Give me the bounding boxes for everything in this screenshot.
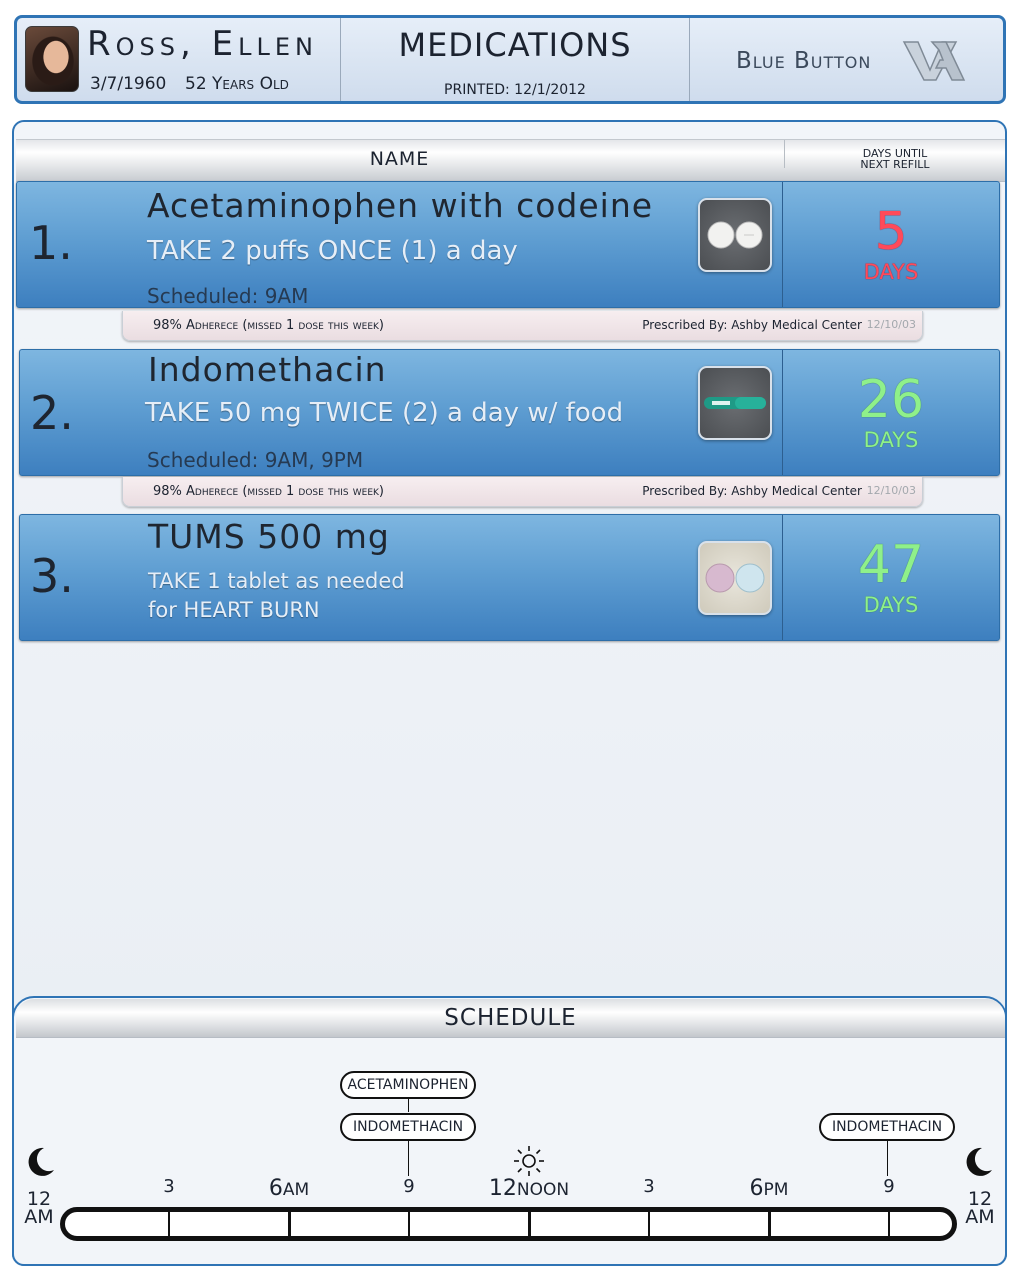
schedule-header: [16, 999, 1005, 1038]
schedule-tag-indomethacin-9pm[interactable]: INDOMETHACIN: [819, 1113, 955, 1141]
event-connector: [408, 1140, 409, 1176]
schedule-tag-acetaminophen-9am[interactable]: ACETAMINOPHEN: [340, 1071, 476, 1099]
medication-schedule: Scheduled: 9AM: [147, 284, 309, 308]
timeline-start-label: [20, 1190, 58, 1226]
chewable-tablet-icon: [700, 543, 770, 613]
tick-3am: [168, 1210, 170, 1238]
event-connector: [887, 1140, 888, 1176]
tick-9pm: [888, 1210, 890, 1238]
event-connector: [408, 1098, 409, 1112]
medication-name: TUMS 500 mg: [148, 517, 390, 556]
moon-icon: [962, 1146, 994, 1178]
refill-cell: [782, 350, 999, 475]
capsule-icon: [700, 368, 770, 438]
avatar: [25, 26, 79, 92]
end-label-suffix: AM: [965, 1206, 995, 1228]
medication-instructions-line2: for HEART BURN: [148, 598, 320, 622]
refill-cell: [782, 182, 999, 307]
pill-tablet-icon: [700, 200, 770, 270]
brand-section: [690, 18, 1003, 101]
patient-info: [17, 18, 341, 101]
sun-icon: [510, 1144, 548, 1178]
refill-unit: DAYS: [863, 593, 919, 617]
adherence-bar: [122, 477, 923, 507]
hour-label-9am: 9: [403, 1176, 415, 1197]
patient-age: 52 Years Old: [185, 74, 289, 94]
tick-9am: [408, 1210, 410, 1238]
table-header: [16, 139, 1005, 182]
refill-header-line1: DAYS UNTIL: [862, 147, 928, 160]
medication-row[interactable]: [16, 181, 1000, 308]
schedule-tag-indomethacin-9am[interactable]: INDOMETHACIN: [340, 1113, 476, 1141]
pill-image[interactable]: [698, 366, 772, 440]
adherence-bar: [122, 311, 923, 341]
hour-label-noon: 12NOON: [488, 1176, 570, 1201]
tick-noon: [528, 1210, 531, 1238]
end-label-hour: 12: [967, 1188, 993, 1210]
refill-days: 26: [857, 370, 925, 430]
medication-row[interactable]: [19, 514, 1000, 641]
medication-schedule: Scheduled: 9AM, 9PM: [147, 448, 364, 472]
hour-label-6pm: 6PM: [749, 1176, 789, 1201]
tick-6pm: [768, 1210, 771, 1238]
hour-label-9pm: 9: [883, 1176, 895, 1197]
tick-3pm: [648, 1210, 650, 1238]
schedule-title: SCHEDULE: [444, 1005, 577, 1031]
printed-date: PRINTED: 12/1/2012: [444, 82, 586, 98]
refill-days: 47: [857, 535, 925, 595]
adherence-text: 98% Adherece (missed 1 dose this week): [153, 484, 384, 499]
timeline-end-label: [961, 1190, 999, 1226]
medication-number: 3.: [30, 549, 74, 603]
patient-dob: 3/7/1960: [90, 74, 167, 94]
column-header-refill: [784, 140, 1005, 171]
medication-name: Acetaminophen with codeine: [147, 186, 654, 225]
refill-cell: [782, 515, 999, 640]
patient-name: Ross, Ellen: [87, 24, 318, 64]
brand-label[interactable]: Blue Button: [736, 48, 872, 74]
medication-number: 2.: [30, 386, 74, 440]
start-label-hour: 12: [26, 1188, 52, 1210]
refill-unit: DAYS: [863, 260, 919, 284]
moon-icon: [24, 1146, 56, 1178]
medication-instructions: TAKE 1 tablet as needed: [148, 569, 405, 593]
refill-days: 5: [874, 202, 908, 262]
refill-unit: DAYS: [863, 428, 919, 452]
medication-name: Indomethacin: [148, 350, 387, 389]
pill-image[interactable]: [698, 541, 772, 615]
va-logo-icon: [902, 36, 966, 84]
prescribed-by: Prescribed By: Ashby Medical Center: [642, 484, 862, 498]
title-section: [341, 18, 690, 101]
medication-number: 1.: [29, 216, 73, 270]
pill-image[interactable]: [698, 198, 772, 272]
hour-label-3pm: 3: [643, 1176, 655, 1197]
column-header-name: NAME: [369, 148, 430, 170]
hour-label-6am: 6AM: [268, 1176, 310, 1201]
start-label-suffix: AM: [24, 1206, 54, 1228]
prescribed-date: 12/10/03: [866, 484, 916, 497]
hour-label-3am: 3: [163, 1176, 175, 1197]
page-title: MEDICATIONS: [398, 26, 632, 64]
header-bar: [14, 15, 1006, 104]
medication-row[interactable]: [19, 349, 1000, 476]
adherence-text: 98% Adherece (missed 1 dose this week): [153, 318, 384, 333]
medication-instructions: TAKE 50 mg TWICE (2) a day w/ food: [145, 398, 624, 428]
medication-instructions: TAKE 2 puffs ONCE (1) a day: [147, 236, 518, 266]
prescribed-by: Prescribed By: Ashby Medical Center: [642, 318, 862, 332]
timeline-track: [60, 1207, 957, 1241]
refill-header-line2: NEXT REFILL: [860, 158, 930, 171]
tick-6am: [288, 1210, 291, 1238]
prescribed-date: 12/10/03: [866, 318, 916, 331]
